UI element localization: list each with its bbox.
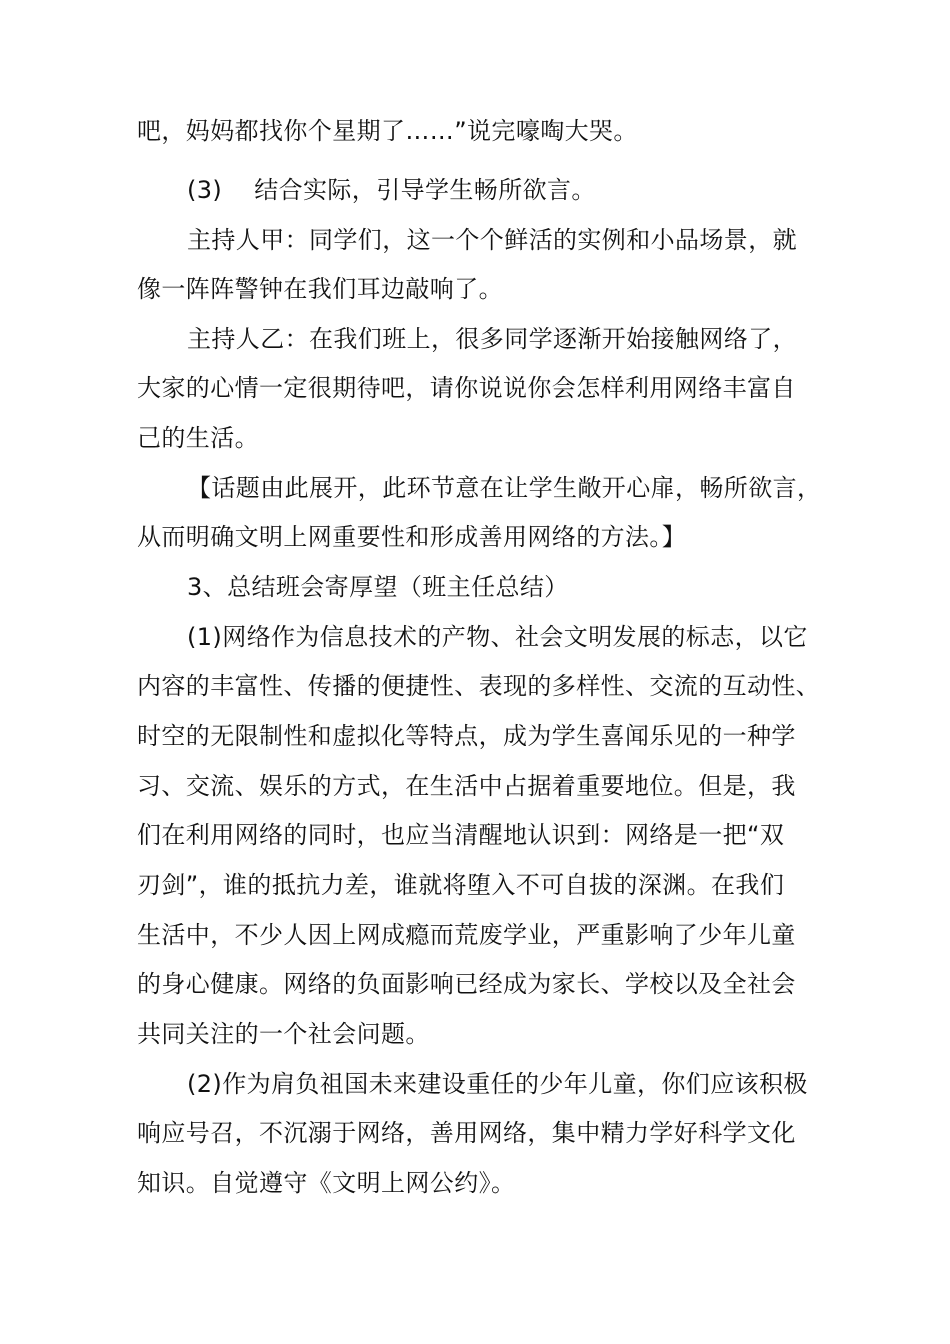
numbered-heading [187, 175, 817, 205]
text-line: 主持人甲：同学们，这一个个鲜活的实例和小品场景，就 [187, 226, 797, 254]
text-line: 内容的丰富性、传播的便捷性、表现的多样性、交流的互动性、 [137, 672, 821, 700]
text-line: 主持人乙：在我们班上，很多同学逐渐开始接触网络了， [187, 325, 797, 353]
text-line: 刃剑”，谁的抵抗力差，谁就将堕入不可自拔的深渊。在我们 [137, 871, 785, 899]
heading-number: (3) [187, 176, 223, 204]
text-line: 共同关注的一个社会问题。 [137, 1020, 430, 1048]
text-line: (2)作为肩负祖国未来建设重任的少年儿童，你们应该积极 [187, 1070, 808, 1098]
text-line: 的身心健康。网络的负面影响已经成为家长、学校以及全社会 [137, 970, 796, 998]
text-line: 从而明确文明上网重要性和形成善用网络的方法。】 [137, 523, 687, 551]
text-line: 们在利用网络的同时，也应当清醒地认识到：网络是一把“双 [137, 821, 785, 849]
text-line: 大家的心情一定很期待吧，请你说说你会怎样利用网络丰富自 [137, 374, 796, 402]
text-line: 响应号召，不沉溺于网络，善用网络，集中精力学好科学文化 [137, 1119, 796, 1147]
heading-text: 结合实际，引导学生畅所欲言。 [254, 176, 596, 204]
text-line: 时空的无限制性和虚拟化等特点，成为学生喜闻乐见的一种学 [137, 722, 796, 750]
text-line: 【话题由此展开，此环节意在让学生敞开心扉，畅所欲言， [187, 474, 822, 502]
text-line: 知识。自觉遵守《文明上网公约》。 [137, 1169, 516, 1197]
text-line: 生活中，不少人因上网成瘾而荒废学业，严重影响了少年儿童 [137, 921, 796, 949]
text-line: 习、交流、娱乐的方式，在生活中占据着重要地位。但是，我 [137, 772, 796, 800]
text-line: 己的生活。 [137, 424, 259, 452]
section-heading: 3、总结班会寄厚望（班主任总结） [187, 573, 569, 601]
text-line: 像一阵阵警钟在我们耳边敲响了。 [137, 275, 503, 303]
text-line: (1)网络作为信息技术的产物、社会文明发展的标志，以它 [187, 623, 808, 651]
text-line: 吧，妈妈都找你个星期了……”说完嚎啕大哭。 [137, 117, 638, 145]
